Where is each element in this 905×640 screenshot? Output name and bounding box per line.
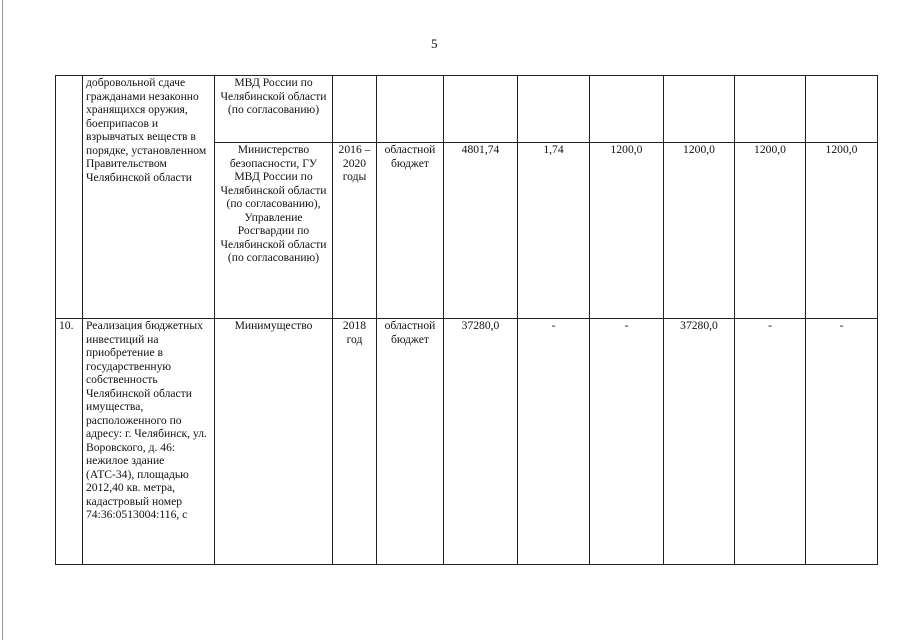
value-cell: 1200,0 (590, 143, 664, 319)
value-cell: 37280,0 (664, 319, 735, 565)
total-cell (444, 76, 518, 143)
value-cell (806, 76, 878, 143)
period-cell: 2016 – 2020 годы (333, 143, 377, 319)
source-cell: областной бюджет (377, 143, 444, 319)
program-table (55, 75, 878, 565)
total-cell: 4801,74 (444, 143, 518, 319)
table-row (56, 319, 878, 565)
period-cell: 2018 год (333, 319, 377, 565)
value-cell: - (590, 319, 664, 565)
page-edge-line (2, 0, 3, 640)
executor-cell: Минимущество (215, 319, 333, 565)
page-number: 5 (431, 36, 438, 51)
value-cell (518, 76, 590, 143)
activity-name-cell: добровольной сдаче гражданами незаконно хранящихся оружия, боеприпасов и взрывчатых веществ в порядке, установленном Правительством Челябинской области (83, 76, 215, 319)
source-cell: областной бюджет (377, 319, 444, 565)
value-cell: - (518, 319, 590, 565)
value-cell: 1,74 (518, 143, 590, 319)
value-cell: 1200,0 (735, 143, 806, 319)
value-cell: 1200,0 (806, 143, 878, 319)
table-row (56, 76, 878, 143)
value-cell (664, 76, 735, 143)
value-cell (590, 76, 664, 143)
value-cell: - (735, 319, 806, 565)
value-cell: - (806, 319, 878, 565)
executor-cell: Министерство безопасности, ГУ МВД России по Челябинской области (по согласованию), Управление Росгвардии по Челябинской области (по согласованию) (215, 143, 333, 319)
source-cell (377, 76, 444, 143)
total-cell: 37280,0 (444, 319, 518, 565)
row-number-cell: 10. (56, 319, 83, 565)
period-cell (333, 76, 377, 143)
value-cell (735, 76, 806, 143)
row-number-cell (56, 76, 83, 319)
executor-cell: МВД России по Челябинской области (по согласованию) (215, 76, 333, 143)
value-cell: 1200,0 (664, 143, 735, 319)
activity-name-cell: Реализация бюджетных инвестиций на приобретение в государственную собственность Челябинской области имущества, расположенного по адресу: г. Челябинск, ул. Воровского, д. 46: нежилое здание (АТС-34), площадью 2012,40 кв. метра, кадастровый номер 74:36:0513004:116, с (83, 319, 215, 565)
